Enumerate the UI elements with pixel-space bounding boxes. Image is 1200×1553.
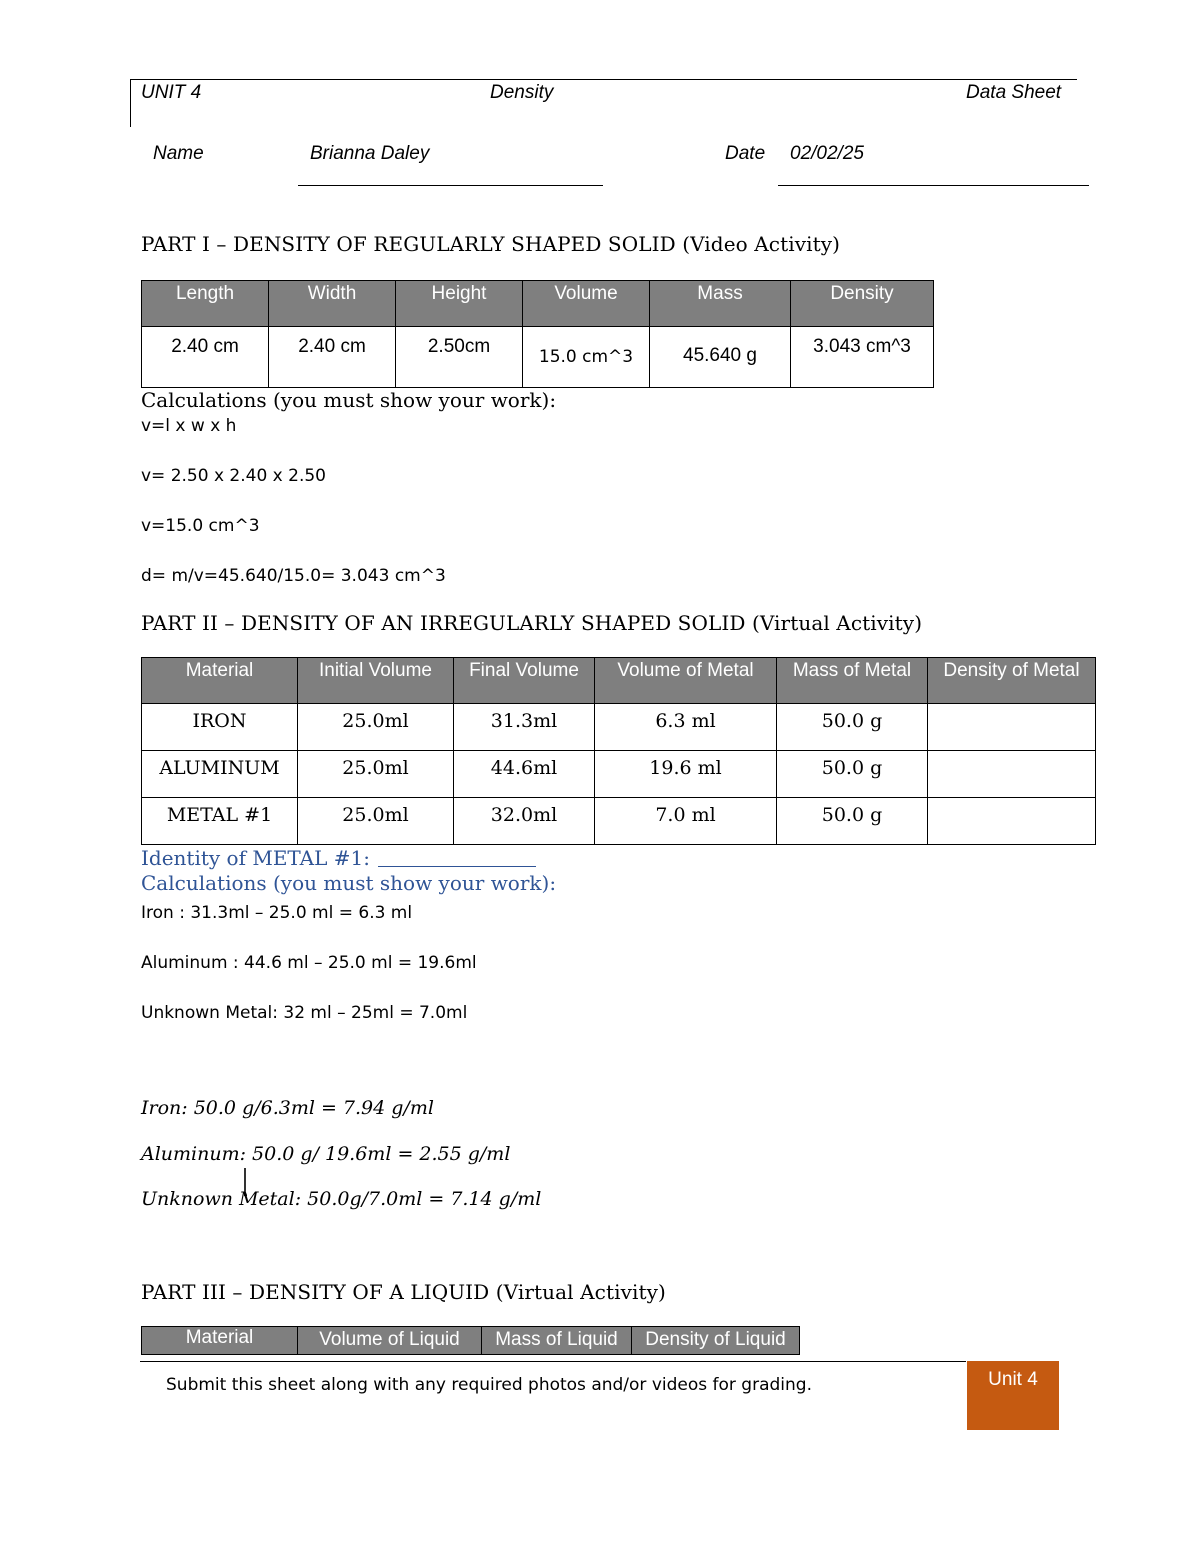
date-underline <box>778 185 1089 186</box>
part1-header-cell: Volume <box>523 281 650 327</box>
part1-calc-line: v=l x w x h <box>141 416 237 436</box>
part2-calc-line: Aluminum : 44.6 ml – 25.0 ml = 19.6ml <box>141 953 477 973</box>
footer-rule <box>140 1361 966 1362</box>
part2-cell: 6.3 ml <box>595 704 777 751</box>
part1-calc-line: v= 2.50 x 2.40 x 2.50 <box>141 466 326 486</box>
footer-note: Submit this sheet along with any required photos and/or videos for grading. <box>166 1375 812 1395</box>
part2-cell: 25.0ml <box>298 704 454 751</box>
part1-header-row <box>142 281 934 327</box>
header-rule <box>130 79 1077 80</box>
part2-row <box>142 798 1096 845</box>
part3-table <box>141 1326 800 1355</box>
part1-table <box>141 280 934 388</box>
part1-header-cell: Mass <box>650 281 791 327</box>
part3-header-row <box>142 1327 800 1355</box>
part1-calc-line: d= m/v=45.640/15.0= 3.043 cm^3 <box>141 566 446 586</box>
part2-header-cell: Final Volume <box>454 658 595 704</box>
part1-cell: 3.043 cm^3 <box>791 327 934 388</box>
header-left-rule <box>130 79 131 127</box>
part3-header-cell: Mass of Liquid <box>482 1327 632 1355</box>
part2-cell: 50.0 g <box>777 704 928 751</box>
part2-header-cell: Mass of Metal <box>777 658 928 704</box>
part2-cell: 50.0 g <box>777 751 928 798</box>
part1-calc-label: Calculations (you must show your work): <box>141 388 557 412</box>
part2-header-cell: Volume of Metal <box>595 658 777 704</box>
name-underline <box>298 185 603 186</box>
part3-header-cell: Volume of Liquid <box>298 1327 482 1355</box>
part2-title: PART II – DENSITY OF AN IRREGULARLY SHAPED SOLID (Virtual Activity) <box>141 611 923 635</box>
part2-cell: 50.0 g <box>777 798 928 845</box>
part1-cell: 2.40 cm <box>142 327 269 388</box>
part1-calc-line: v=15.0 cm^3 <box>141 516 260 536</box>
part1-header-cell: Width <box>269 281 396 327</box>
part1-header-cell: Length <box>142 281 269 327</box>
part2-cell: IRON <box>142 704 298 751</box>
part3-title: PART III – DENSITY OF A LIQUID (Virtual Activity) <box>141 1280 666 1304</box>
part2-cell <box>928 798 1096 845</box>
part1-cell: 45.640 g <box>650 327 791 388</box>
part2-header-cell: Material <box>142 658 298 704</box>
part2-cell: 19.6 ml <box>595 751 777 798</box>
part1-data-row <box>142 327 934 388</box>
part2-row <box>142 704 1096 751</box>
header-sheet: Data Sheet <box>966 82 1062 103</box>
part2-cell: 32.0ml <box>454 798 595 845</box>
part2-cell: 25.0ml <box>298 798 454 845</box>
part3-header-cell: Density of Liquid <box>632 1327 800 1355</box>
part1-header-cell: Height <box>396 281 523 327</box>
density-line: Aluminum: 50.0 g/ 19.6ml = 2.55 g/ml <box>141 1143 511 1165</box>
part1-cell: 2.50cm <box>396 327 523 388</box>
text-cursor-icon <box>244 1168 247 1198</box>
part1-cell: 15.0 cm^3 <box>523 327 650 388</box>
density-line: Unknown Metal: 50.0g/7.0ml = 7.14 g/ml <box>141 1188 542 1210</box>
date-value: 02/02/25 <box>790 143 864 164</box>
part2-cell: 44.6ml <box>454 751 595 798</box>
header-unit: UNIT 4 <box>141 82 202 103</box>
identity-label: Identity of METAL #1: <box>141 846 370 870</box>
density-line: Iron: 50.0 g/6.3ml = 7.94 g/ml <box>141 1097 434 1119</box>
part2-header-cell: Density of Metal <box>928 658 1096 704</box>
part2-header-row <box>142 658 1096 704</box>
unit-badge: Unit 4 <box>967 1361 1059 1430</box>
part2-cell: ALUMINUM <box>142 751 298 798</box>
part2-cell: 25.0ml <box>298 751 454 798</box>
part2-calc-label: Calculations (you must show your work): <box>141 871 557 895</box>
part1-cell: 2.40 cm <box>269 327 396 388</box>
part2-header-cell: Initial Volume <box>298 658 454 704</box>
part3-header-cell: Material <box>142 1327 298 1355</box>
part2-table <box>141 657 1096 845</box>
part2-cell: 7.0 ml <box>595 798 777 845</box>
name-value: Brianna Daley <box>310 143 430 164</box>
identity-blank[interactable] <box>378 866 536 867</box>
header-topic: Density <box>490 82 554 103</box>
name-label: Name <box>153 143 204 164</box>
part2-cell <box>928 751 1096 798</box>
part2-cell: METAL #1 <box>142 798 298 845</box>
part2-row <box>142 751 1096 798</box>
part2-calc-line: Iron : 31.3ml – 25.0 ml = 6.3 ml <box>141 903 413 923</box>
part1-title: PART I – DENSITY OF REGULARLY SHAPED SOLID (Video Activity) <box>141 232 841 256</box>
part2-cell <box>928 704 1096 751</box>
part1-header-cell: Density <box>791 281 934 327</box>
date-label: Date <box>725 143 766 164</box>
part2-calc-line: Unknown Metal: 32 ml – 25ml = 7.0ml <box>141 1003 468 1023</box>
part2-cell: 31.3ml <box>454 704 595 751</box>
